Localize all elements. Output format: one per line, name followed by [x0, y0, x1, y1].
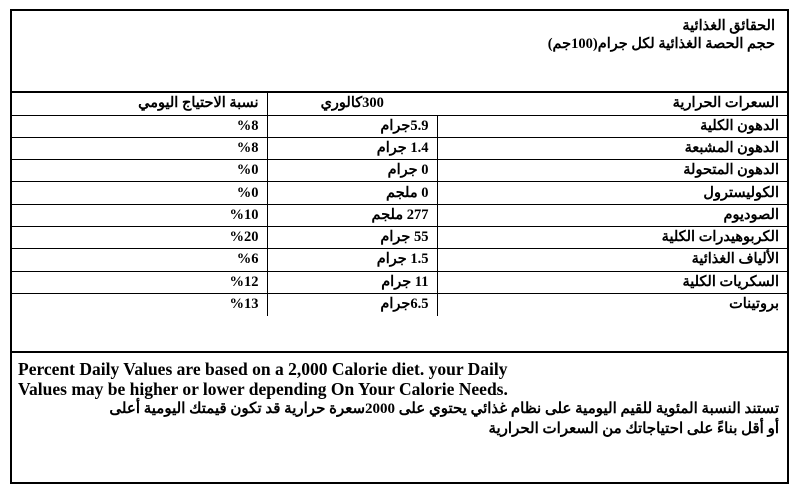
- table-row: [12, 160, 787, 182]
- row-nutrient: الكوليسترول: [437, 182, 787, 204]
- row-amount: 0 ملجم: [267, 182, 437, 204]
- row-amount: 5.9جرام: [267, 115, 437, 137]
- table-row: [12, 137, 787, 159]
- row-nutrient: الدهون الكلية: [437, 115, 787, 137]
- nutrition-facts-label: [10, 9, 789, 484]
- row-amount: 55 جرام: [267, 226, 437, 248]
- serving-size: حجم الحصة الغذائية لكل جرام(100جم): [547, 36, 775, 52]
- row-percent: %0: [12, 182, 267, 204]
- row-percent: %20: [12, 226, 267, 248]
- row-percent: %8: [12, 137, 267, 159]
- row-nutrient: الدهون المتحولة: [437, 160, 787, 182]
- table-row: [12, 115, 787, 137]
- row-amount: 1.4 جرام: [267, 137, 437, 159]
- footnote-ar-line2: أو أقل بناءً على احتياجاتك من السعرات الحرارية: [488, 421, 779, 437]
- row-percent: %8: [12, 115, 267, 137]
- footnote: [12, 351, 787, 439]
- row-percent: %13: [12, 293, 267, 315]
- label-header: [548, 17, 775, 53]
- row-amount: 0 جرام: [267, 160, 437, 182]
- calories-label: السعرات الحرارية: [437, 92, 787, 115]
- calories-value: 300كالوري: [267, 92, 437, 115]
- table-row: [12, 226, 787, 248]
- nutrition-table: [12, 91, 787, 316]
- row-nutrient: بروتينات: [437, 293, 787, 315]
- table-row: [12, 249, 787, 271]
- row-amount: 11 جرام: [267, 271, 437, 293]
- row-percent: %12: [12, 271, 267, 293]
- footnote-en-line1: Percent Daily Values are based on a 2,000 Calorie diet. your Daily: [18, 359, 508, 379]
- table-row: [12, 204, 787, 226]
- row-nutrient: الكربوهيدرات الكلية: [437, 226, 787, 248]
- table-row: [12, 293, 787, 315]
- row-nutrient: الصوديوم: [437, 204, 787, 226]
- row-nutrient: الدهون المشبعة: [437, 137, 787, 159]
- table-row: [12, 182, 787, 204]
- row-nutrient: الألياف الغذائية: [437, 249, 787, 271]
- row-nutrient: السكريات الكلية: [437, 271, 787, 293]
- row-amount: 6.5جرام: [267, 293, 437, 315]
- footnote-arabic: [12, 399, 787, 439]
- row-percent: %6: [12, 249, 267, 271]
- row-percent: %0: [12, 160, 267, 182]
- label-title: الحقائق الغذائية: [682, 18, 775, 34]
- footnote-english: [12, 353, 787, 399]
- footnote-ar-line1: تستند النسبة المئوية للقيم اليومية على نظام غذائي يحتوي على 2000سعرة حرارية قد تكون قيمتك اليومية أعلى: [109, 401, 779, 417]
- row-amount: 277 ملجم: [267, 204, 437, 226]
- row-percent: %10: [12, 204, 267, 226]
- daily-value-header: نسبة الاحتياج اليومي: [12, 92, 267, 115]
- footnote-en-line2: Values may be higher or lower depending On Your Calorie Needs.: [18, 379, 508, 399]
- table-row: [12, 271, 787, 293]
- table-header-row: [12, 92, 787, 115]
- row-amount: 1.5 جرام: [267, 249, 437, 271]
